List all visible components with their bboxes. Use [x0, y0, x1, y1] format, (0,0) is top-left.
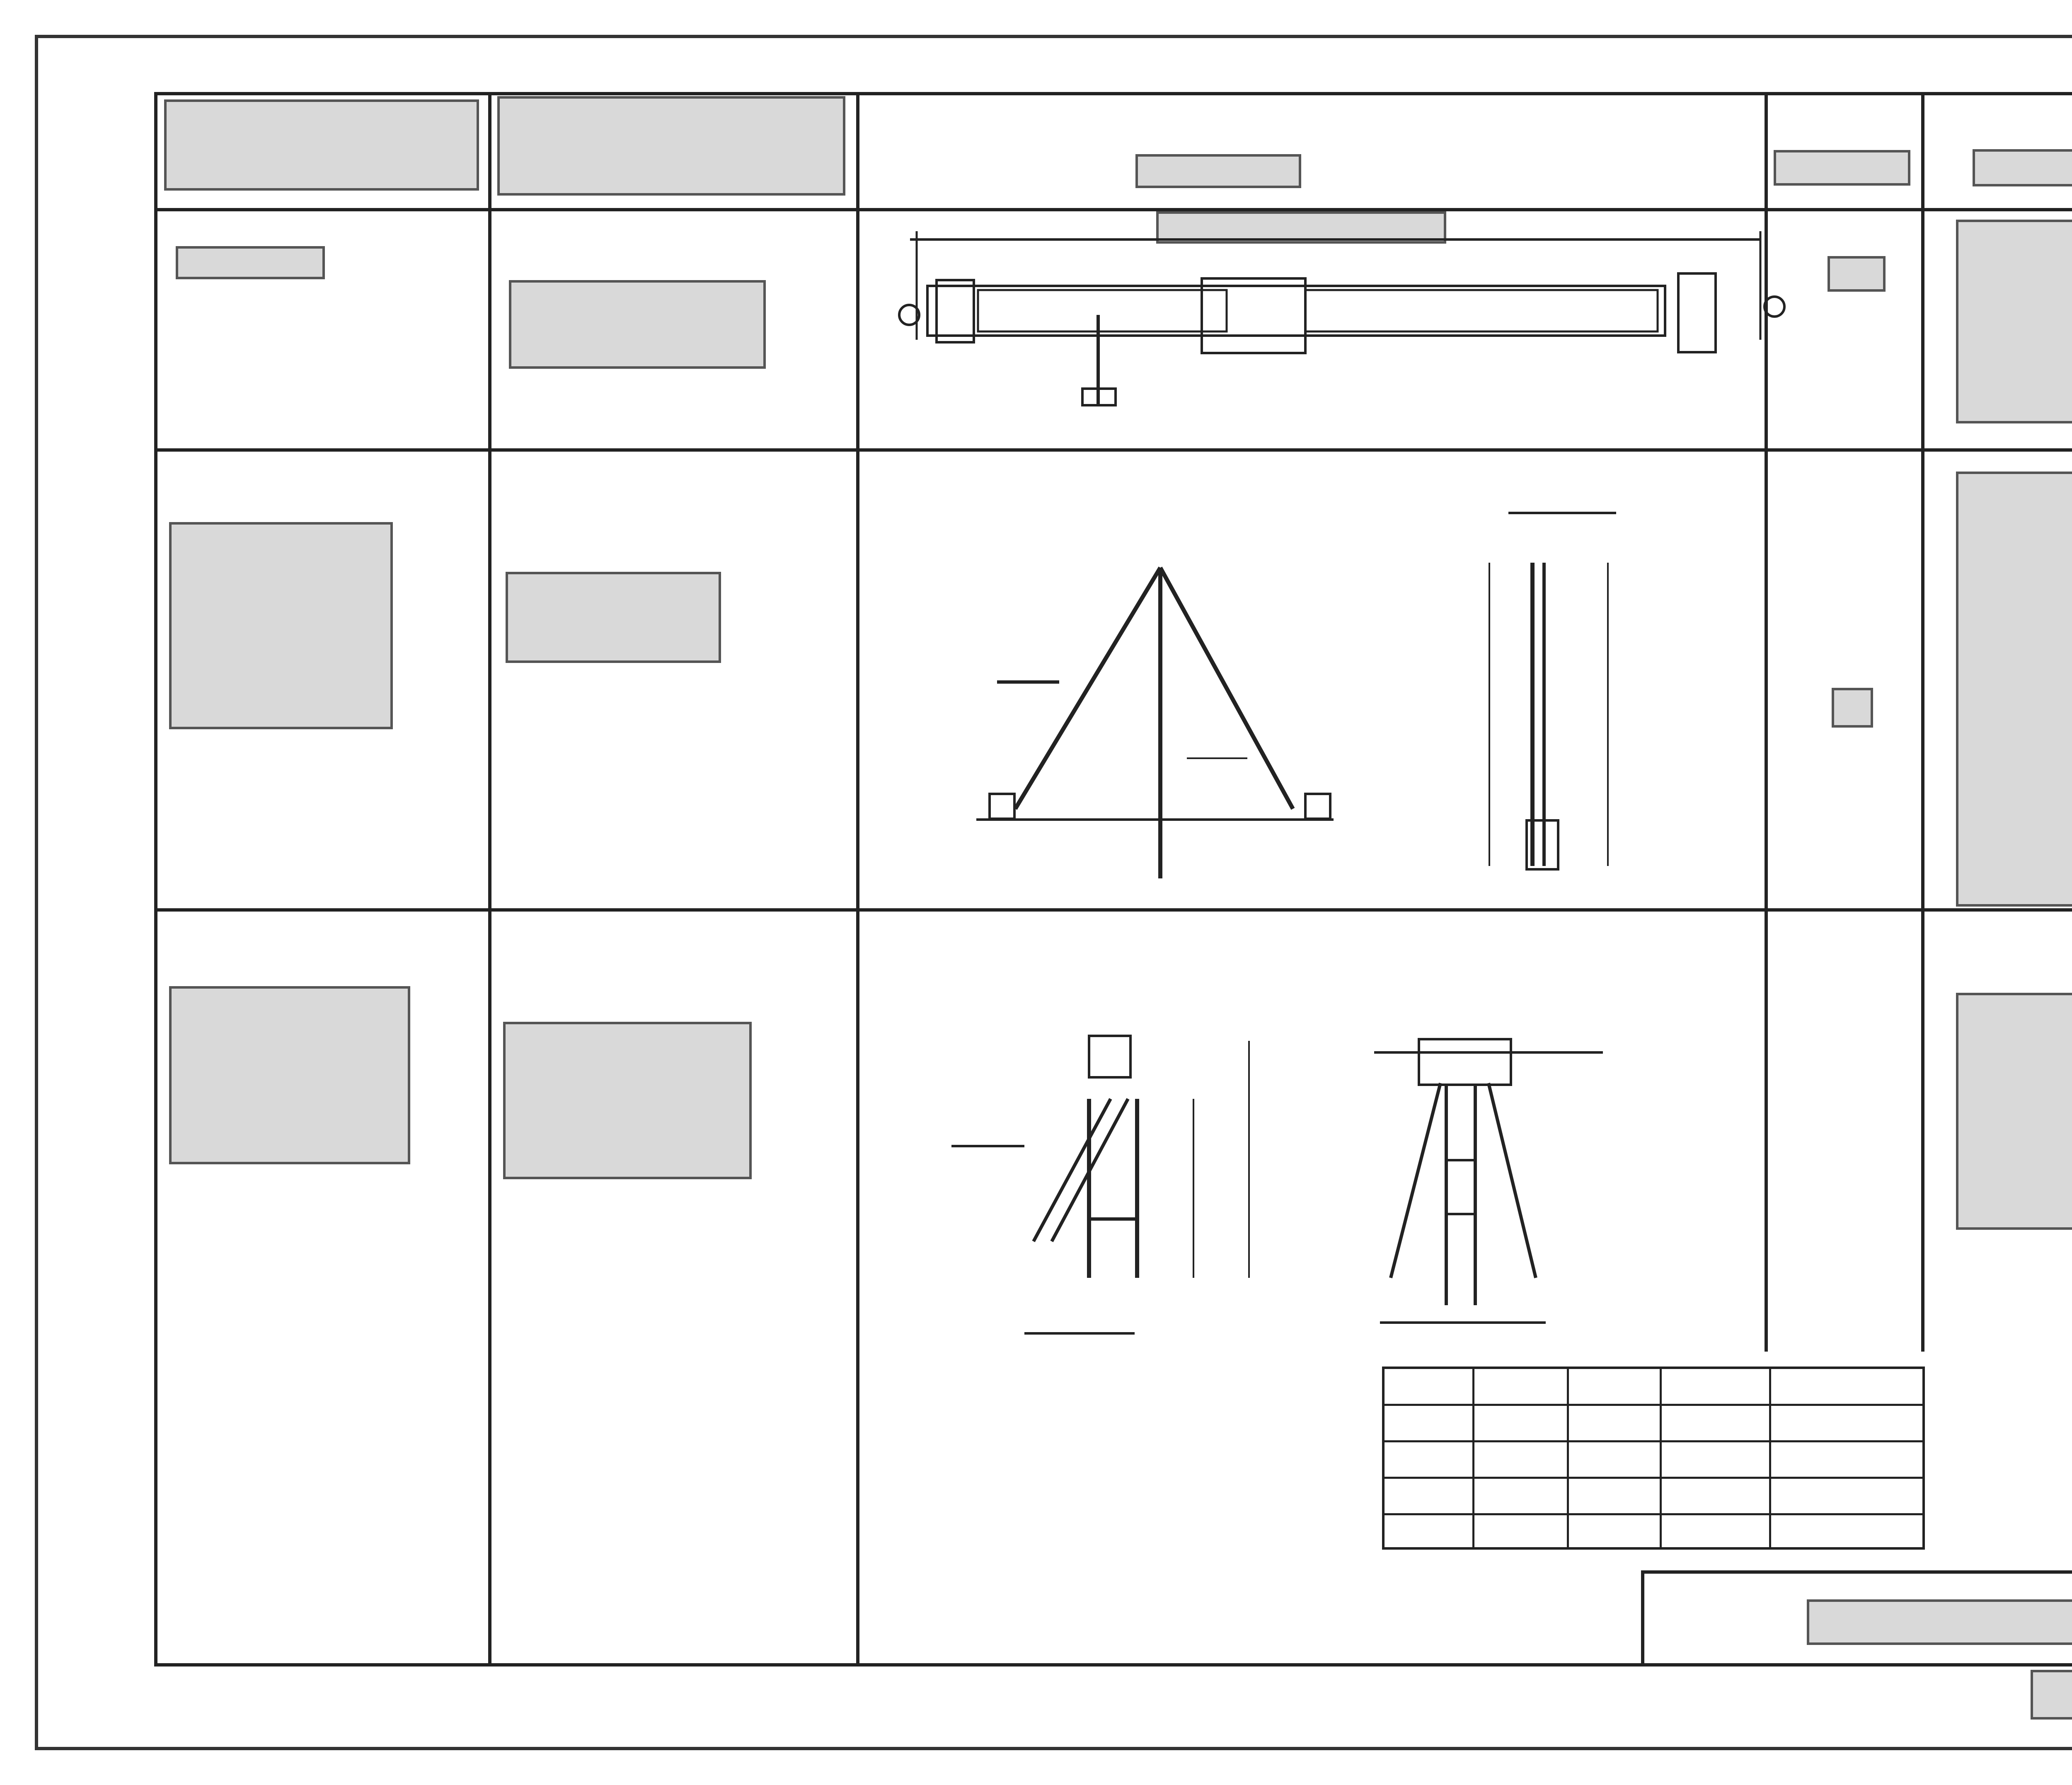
- dimensions-col-1: [1472, 1369, 1474, 1547]
- dimensions-row-4: [1385, 1513, 1922, 1515]
- bottom-reference: [2031, 1670, 2072, 1720]
- dimensions-row-3: [1385, 1477, 1922, 1479]
- dimensions-row-2: [1385, 1440, 1922, 1442]
- document-code-box: [1807, 1599, 2072, 1645]
- dimensions-col-3: [1660, 1369, 1662, 1547]
- dimensions-col-2: [1567, 1369, 1569, 1547]
- dimensions-table: [1382, 1367, 1925, 1550]
- dimensions-row-1: [1385, 1404, 1922, 1406]
- dimensions-col-4: [1769, 1369, 1771, 1547]
